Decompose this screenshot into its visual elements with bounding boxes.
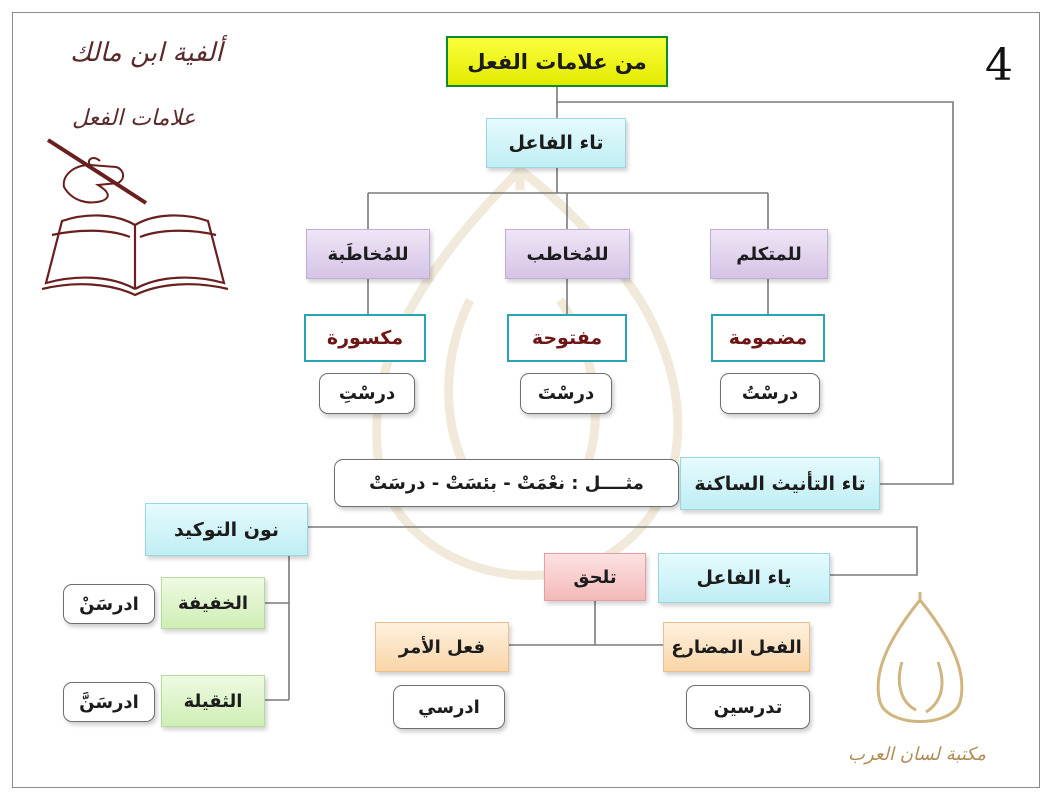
mutakallim-node: للمتكلم: [710, 229, 828, 279]
page-number: 4: [985, 40, 1013, 91]
mukhatab-example: درسْتَ: [520, 373, 612, 414]
nun-tawkid-node: نون التوكيد: [145, 503, 308, 556]
khafifa-example: ادرسَنْ: [63, 584, 155, 624]
topic-title: علامات الفعل: [72, 106, 196, 131]
amr-example: ادرسي: [393, 685, 505, 729]
thaqila-example: ادرسَنَّ: [63, 682, 155, 722]
watermark-text: مكتبة لسان العرب: [848, 744, 986, 765]
taa-tanith-node: تاء التأنيث الساكنة: [680, 457, 880, 510]
open-book-icon: [40, 205, 230, 297]
mudari-example: تدرسين: [686, 685, 810, 729]
mudari-node: الفعل المضارع: [663, 622, 810, 672]
mukhataba-example: درسْتِ: [319, 373, 415, 414]
mutakallim-vowel-node: مضمومة: [711, 314, 825, 362]
mukhatab-node: للمُخاطب: [505, 229, 630, 279]
tulhaq-node: تلحق: [544, 553, 646, 601]
mukhataba-node: للمُخاطَبة: [306, 229, 430, 279]
khafifa-node: الخفيفة: [161, 577, 265, 629]
yaa-fail-node: ياء الفاعل: [658, 553, 830, 603]
corner-watermark-emblem: [860, 592, 980, 742]
writing-hand-icon: [38, 135, 158, 215]
amr-node: فعل الأمر: [375, 622, 509, 672]
thaqila-node: الثقيلة: [161, 675, 265, 727]
mutakallim-example: درسْتُ: [720, 373, 820, 414]
root-node: من علامات الفعل: [446, 36, 668, 87]
taa-fail-node: تاء الفاعل: [486, 118, 626, 168]
mukhatab-vowel-node: مفتوحة: [507, 314, 627, 362]
mukhataba-vowel-node: مكسورة: [304, 314, 426, 362]
taa-tanith-example: مثــــل : نعْمَتْ - بئسَتْ - درسَتْ: [334, 459, 679, 507]
book-title: ألفية ابن مالك: [70, 38, 223, 68]
